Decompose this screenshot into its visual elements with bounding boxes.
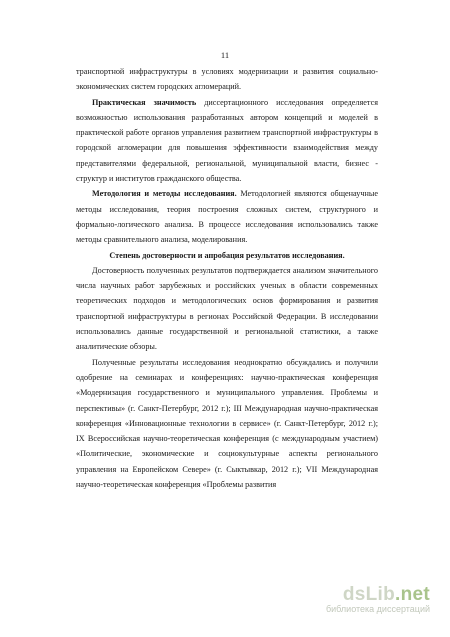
paragraph-reliability: Достоверность полученных результатов подтверждается анализом значительного числа научных работ зарубежных и российских ученых в области современных теоретических подходов и методологических основ формирования и развития транспортной инфраструктуры в регионах Российской Федерации. В исследовании использовались данные государственной и региональной статистики, а также аналитические обзоры. (76, 265, 378, 352)
paragraph-approbation: Полученные результаты исследования неоднократно обсуждались и получили одобрение на семинарах и конференциях: научно-практическая конференция «Модернизация государственного и муниципального управления. Проблемы и перспективы» (г. Санкт-Петербург, 2012 г.); III Международная научно-практическая конференция «Инновационные технологии в сервисе» (г. Санкт-Петербург, 2012 г.); IX Всероссийская научно-теоретическая конференция (с международным участием) «Политические, экономические и социокультурные аспекты регионального управления на Европейском Севере» (г. Сыктывкар, 2012 г.); VII Международная научно-теоретическая конференция «Проблемы развития (76, 357, 378, 490)
section-heading: Степень достоверности и апробация результатов исследования. (109, 250, 345, 260)
watermark-subtitle: библиотека диссертаций (325, 604, 430, 614)
paragraph-text: Методологией являются общенаучные методы исследования, теория построения сложных систем, структурного и формально-логического анализа. В процессе исследования использовались также методы сравнительного анализа, моделирования. (76, 189, 378, 245)
paragraph-lead: Практическая значимость (92, 97, 197, 107)
page-number: 11 (220, 50, 230, 60)
paragraph-lead: Методология и методы исследования. (92, 189, 237, 199)
paragraph-methodology (76, 186, 378, 247)
watermark-logo-left: dsLib (342, 584, 396, 605)
document-body (76, 64, 378, 492)
watermark (280, 584, 430, 614)
watermark-logo (280, 584, 430, 606)
paragraph-text: диссертационного исследования определяется возможностью использования разработанных автором концепций и моделей в практической работе органов управления развитием транспортной инфраструктуры в городской агломерации для повышения эффективности взаимодействия между представителями федеральной, региональной, муниципальной власти, бизнес - структур и институтов гражданского общества. (76, 97, 378, 184)
paragraph-practical-significance (76, 95, 378, 187)
paragraph-intro-continuation: транспортной инфраструктуры в условиях модернизации и развития социально-экономических систем городских агломераций. (76, 67, 378, 92)
watermark-logo-right: .net (395, 584, 430, 605)
